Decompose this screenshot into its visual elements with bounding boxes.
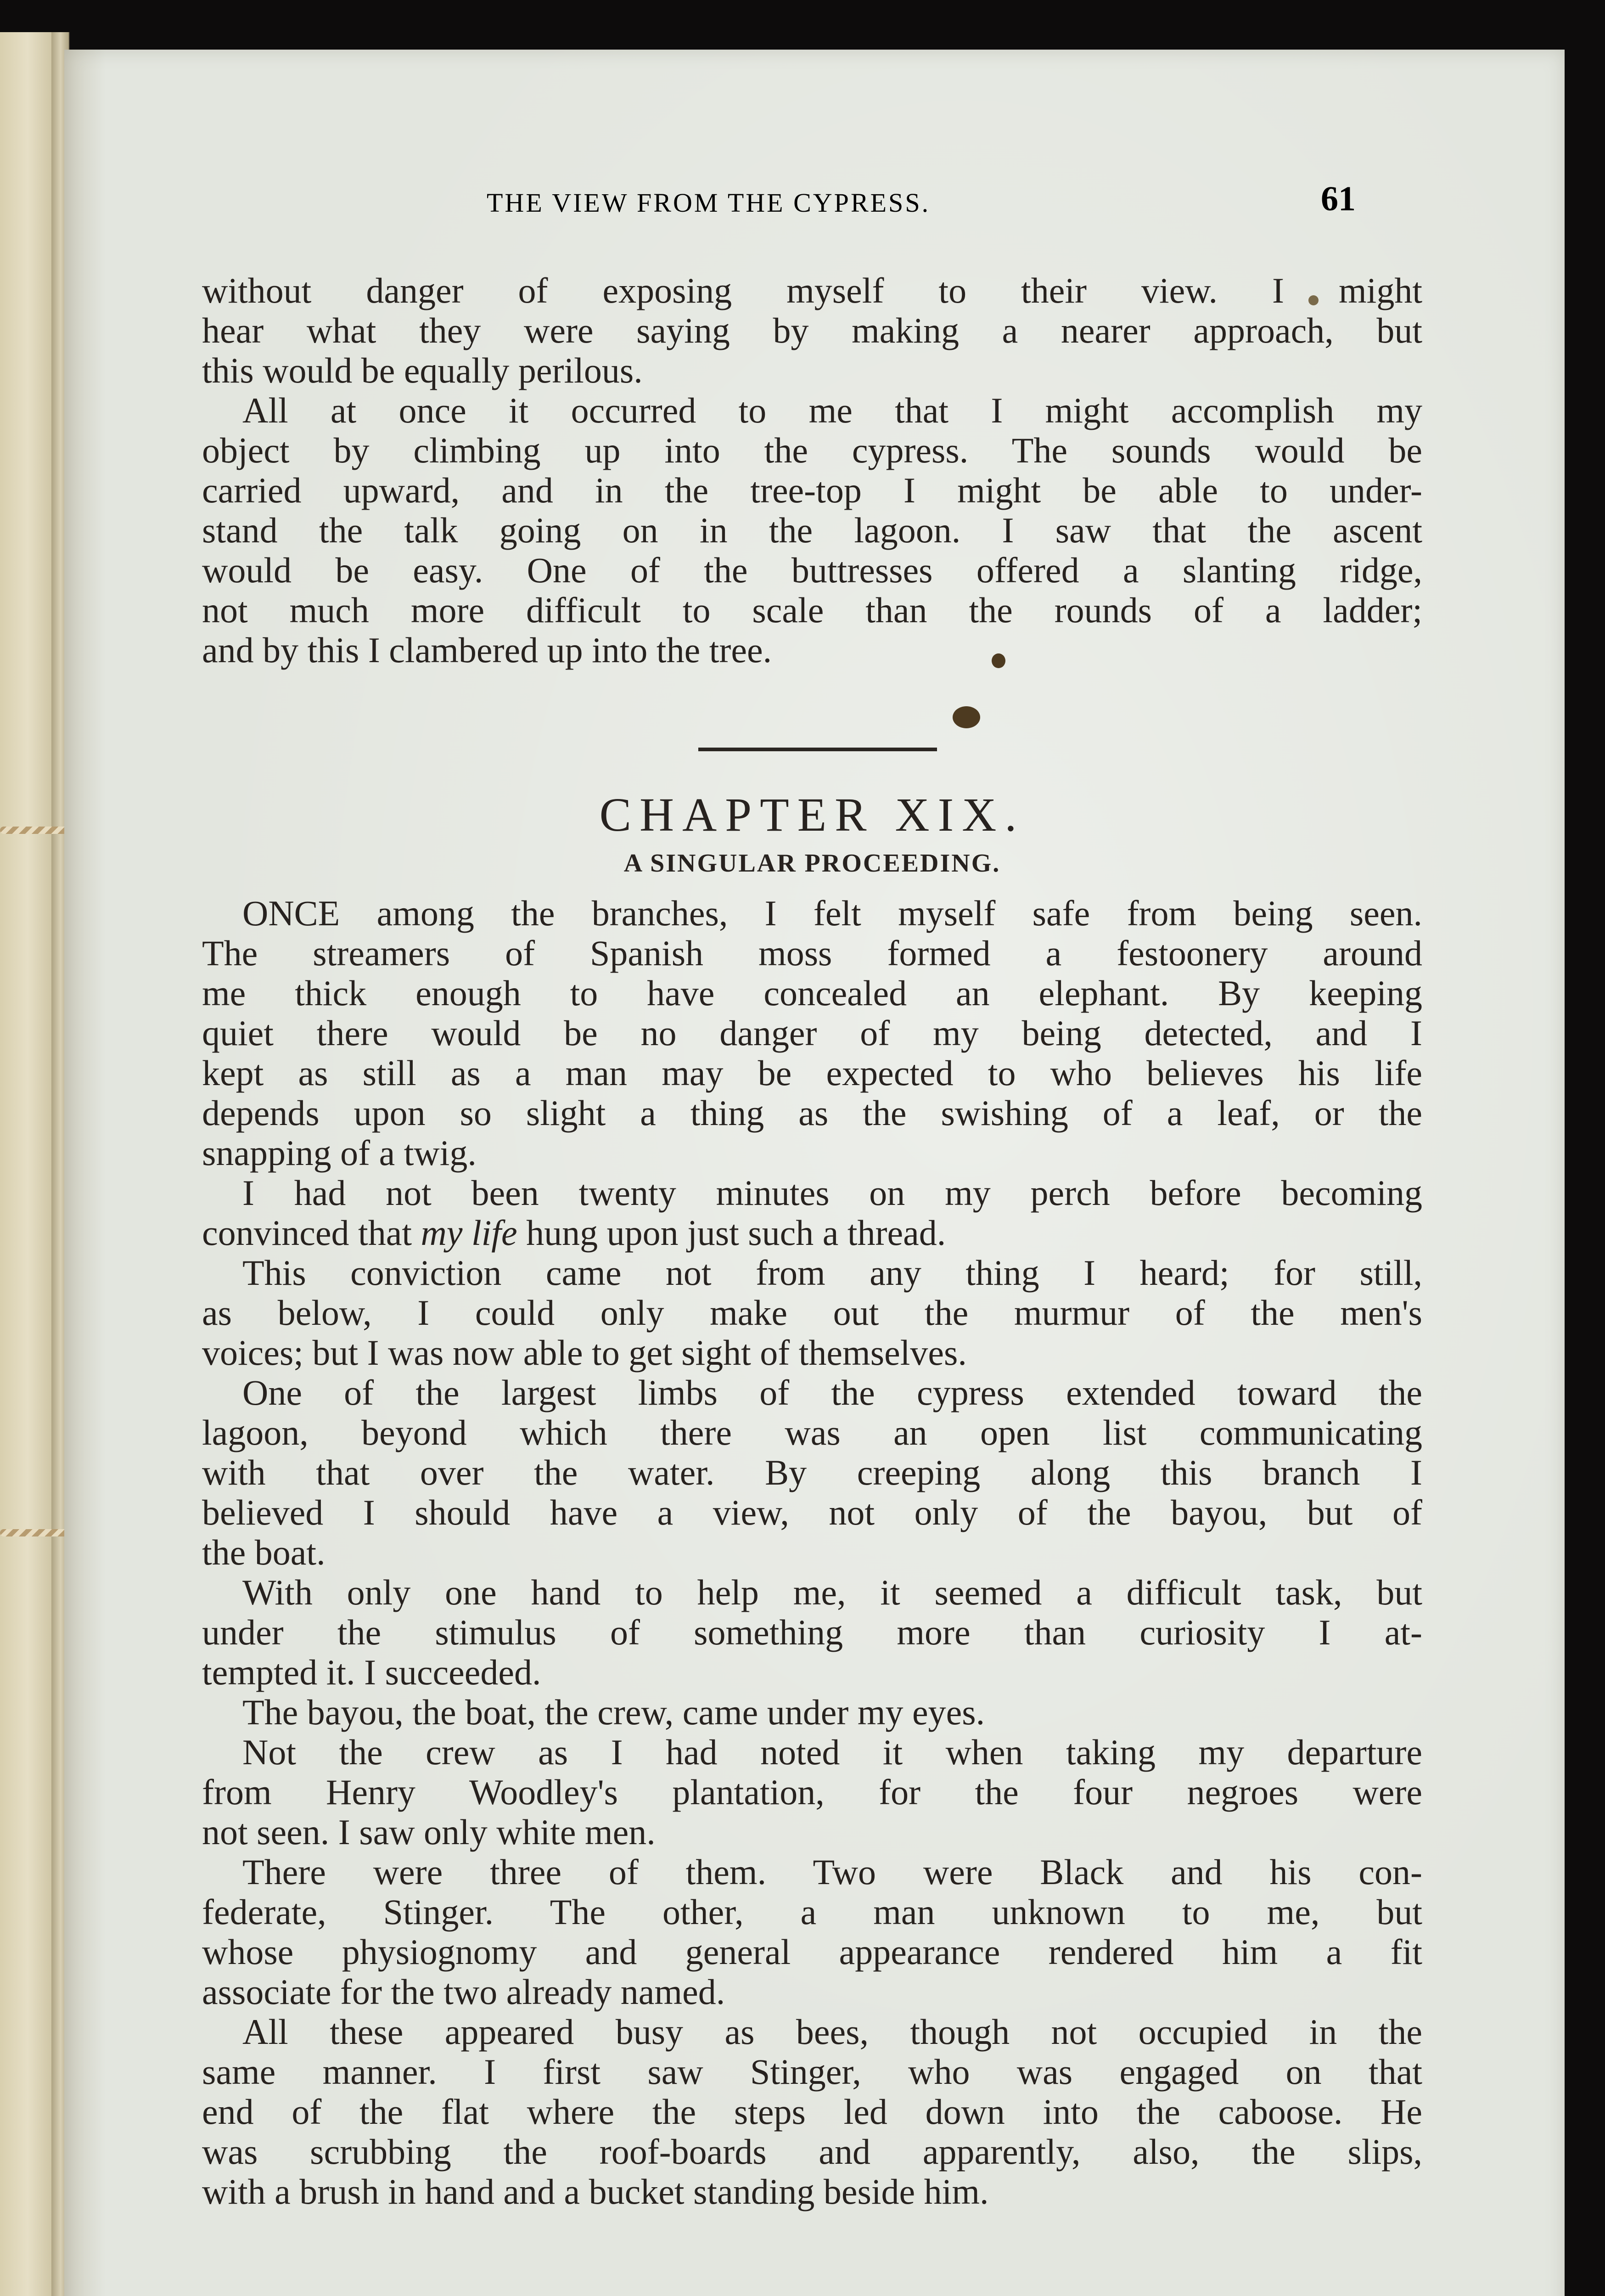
text-line: not much more difficult to scale than the rounds of a ladder; [202, 590, 1422, 630]
text-line: with that over the water. By creeping along this branch I [202, 1452, 1422, 1492]
text-line: depends upon so slight a thing as the swishing of a leaf, or the [202, 1093, 1422, 1133]
chapter-subtitle: A SINGULAR PROCEEDING. [623, 849, 1001, 878]
text-line: Not the crew as I had noted it when taking my departure [242, 1732, 1422, 1772]
text-line: and by this I clambered up into the tree. [202, 630, 772, 670]
section-rule [698, 748, 937, 751]
chapter-title: CHAPTER XIX. [599, 788, 1025, 841]
text-line: the boat. [202, 1532, 325, 1572]
text-line: with a brush in hand and a bucket standing beside him. [202, 2172, 989, 2212]
text-line: quiet there would be no danger of my being detected, and I [202, 1013, 1422, 1053]
text-line: from Henry Woodley's plantation, for the four negroes were [202, 1772, 1422, 1812]
text-line: All these appeared busy as bees, though not occupied in the [242, 2012, 1422, 2052]
text-line: With only one hand to help me, it seemed a difficult task, but [242, 1572, 1422, 1612]
page-number: 61 [1321, 180, 1356, 218]
text-line: would be easy. One of the buttresses offered a slanting ridge, [202, 550, 1422, 590]
text-line: The bayou, the boat, the crew, came under my eyes. [242, 1692, 985, 1732]
text-line: under the stimulus of something more than curiosity I at- [202, 1612, 1422, 1652]
text-line: without danger of exposing myself to their view. I might [202, 270, 1422, 310]
paragraph [202, 1252, 1422, 1372]
text-line: lagoon, beyond which there was an open list communicating [202, 1412, 1422, 1452]
paragraph [202, 1172, 1422, 1252]
paragraph [202, 390, 1422, 670]
body-text [202, 270, 1422, 2211]
text-line: not seen. I saw only white men. [202, 1812, 656, 1852]
text-line: voices; but I was now able to get sight of themselves. [202, 1333, 967, 1373]
text-line: There were three of them. Two were Black and his con- [242, 1852, 1422, 1892]
text-line: ONCE among the branches, I felt myself safe from being seen. [242, 893, 1422, 933]
paragraph [202, 2011, 1422, 2211]
paragraph [202, 1692, 1422, 1732]
text-line: hear what they were saying by making a nearer approach, but [202, 310, 1422, 350]
text-after-chapter [202, 893, 1422, 2211]
text-line: tempted it. I succeeded. [202, 1652, 541, 1692]
text-line: believed I should have a view, not only of the bayou, but of [202, 1492, 1422, 1532]
paragraph [202, 1572, 1422, 1692]
text-line: convinced that my life hung upon just such a thread. [202, 1213, 946, 1253]
page-header [64, 50, 1565, 218]
text-line: I had not been twenty minutes on my perch before becoming [242, 1173, 1422, 1213]
text-line: snapping of a twig. [202, 1133, 477, 1173]
text-line: kept as still as a man may be expected to who believes his life [202, 1053, 1422, 1093]
text-line: One of the largest limbs of the cypress extended toward the [242, 1373, 1422, 1412]
text-line: carried upward, and in the tree-top I might be able to under- [202, 470, 1422, 510]
text-line: object by climbing up into the cypress. The sounds would be [202, 430, 1422, 470]
text-line: same manner. I first saw Stinger, who was engaged on that [202, 2052, 1422, 2092]
text-before-chapter [202, 270, 1422, 670]
text-line: stand the talk going on in the lagoon. I saw that the ascent [202, 510, 1422, 550]
paragraph [202, 1732, 1422, 1851]
text-line: whose physiognomy and general appearance rendered him a fit [202, 1932, 1422, 1972]
paragraph [202, 1372, 1422, 1572]
text-line: me thick enough to have concealed an elephant. By keeping [202, 973, 1422, 1013]
text-line: associate for the two already named. [202, 1972, 725, 2012]
text-line: The streamers of Spanish moss formed a festoonery around [202, 933, 1422, 973]
running-head: THE VIEW FROM THE CYPRESS. [487, 188, 931, 218]
text-line: as below, I could only make out the murmur of the men's [202, 1293, 1422, 1333]
text-line: All at once it occurred to me that I might accomplish my [242, 390, 1422, 430]
paragraph [202, 270, 1422, 390]
text-line: was scrubbing the roof-boards and apparently, also, the slips, [202, 2132, 1422, 2172]
paragraph [202, 893, 1422, 1172]
text-line: end of the flat where the steps led down into the caboose. He [202, 2092, 1422, 2132]
text-line: this would be equally perilous. [202, 350, 643, 390]
text-line: This conviction came not from any thing I heard; for still, [242, 1253, 1422, 1293]
paragraph [202, 1851, 1422, 2011]
text-line: federate, Stinger. The other, a man unknown to me, but [202, 1892, 1422, 1932]
book-page [64, 50, 1565, 2296]
